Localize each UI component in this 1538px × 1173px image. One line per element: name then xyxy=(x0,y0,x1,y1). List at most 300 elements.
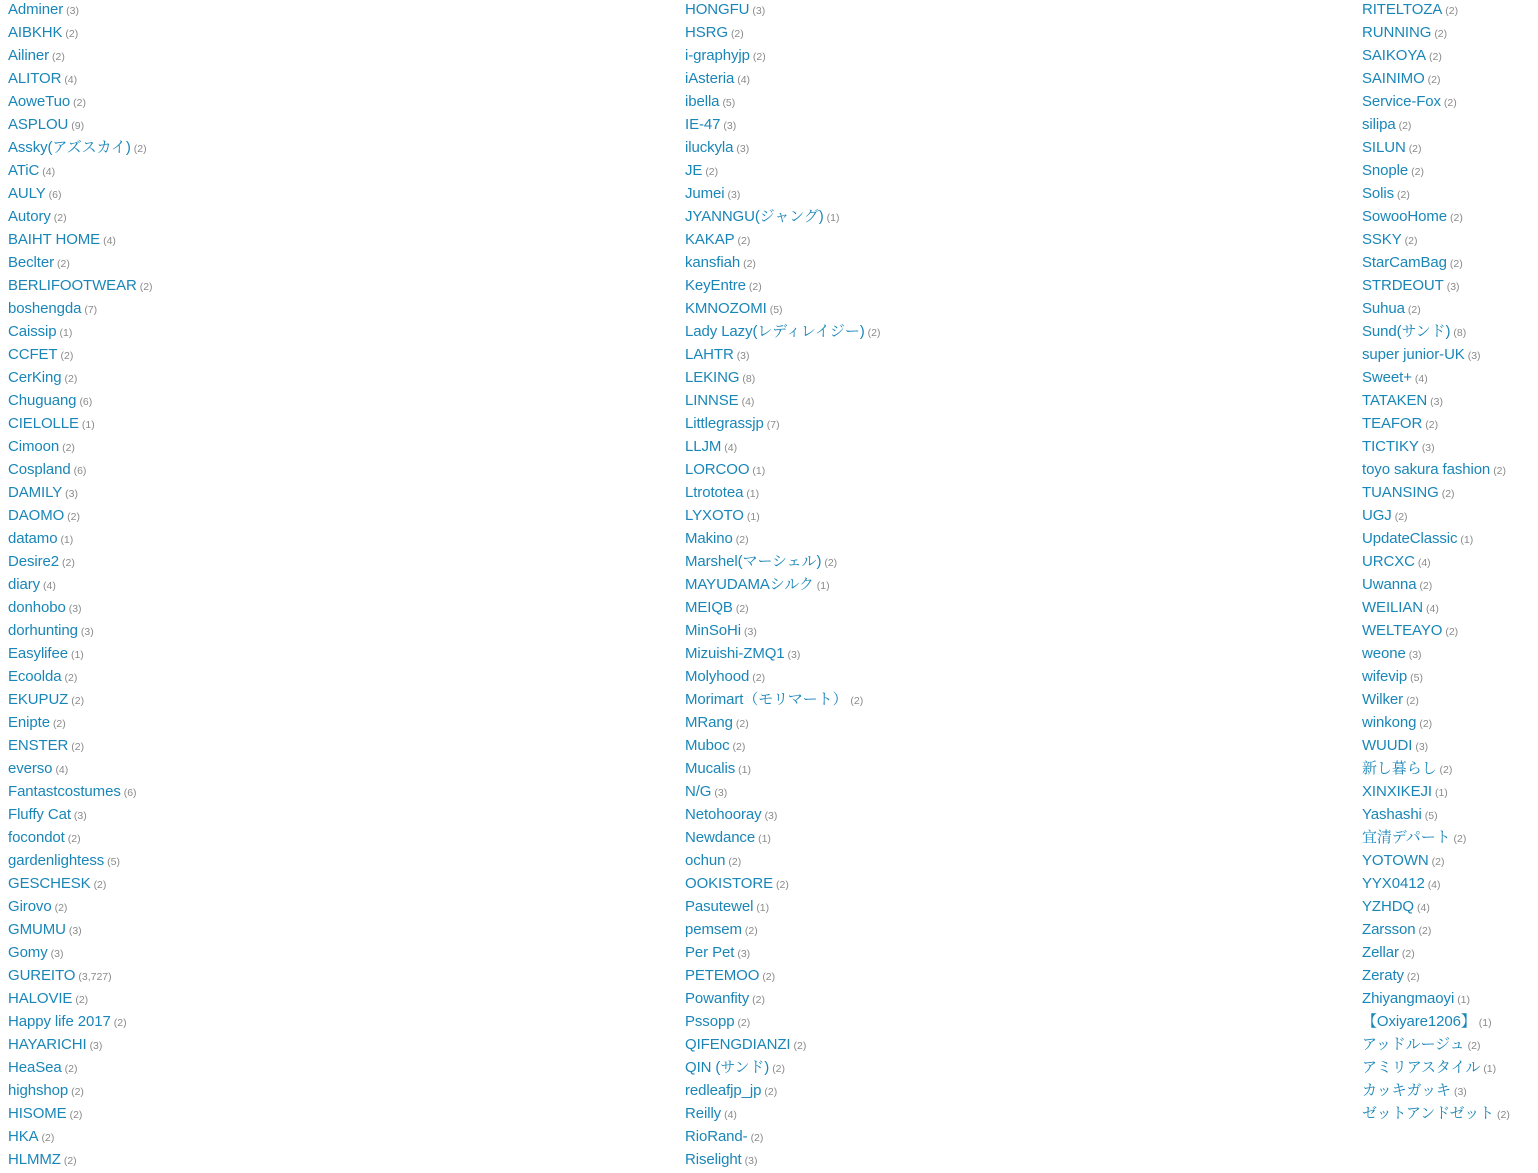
brand-link[interactable]: Reilly xyxy=(685,1105,722,1122)
brand-count: (2) xyxy=(867,327,881,339)
brand-link[interactable]: GUREITO xyxy=(8,967,76,984)
brand-list-item xyxy=(685,573,1345,596)
brand-link[interactable]: diary xyxy=(8,576,41,593)
brand-list-item xyxy=(685,343,1345,366)
brand-link[interactable]: DAOMO xyxy=(8,507,65,524)
brand-list-item xyxy=(685,0,1345,21)
brand-link[interactable]: LEKING xyxy=(685,369,740,386)
brand-count: (1) xyxy=(826,212,840,224)
brand-link[interactable]: boshengda xyxy=(8,300,82,317)
brand-list-item xyxy=(1362,136,1538,159)
brand-link[interactable]: kansfiah xyxy=(685,254,741,271)
brand-count: (2) xyxy=(53,212,67,224)
brand-count: (6) xyxy=(123,787,137,799)
brand-count: (4) xyxy=(1427,879,1441,891)
brand-link[interactable]: wifevip xyxy=(1362,668,1408,685)
brand-list-item xyxy=(1362,918,1538,941)
brand-link[interactable]: QIN (サンド) xyxy=(685,1059,770,1076)
brand-list-item xyxy=(8,642,668,665)
brand-link[interactable]: TICTIKY xyxy=(1362,438,1419,455)
brand-link[interactable]: SAIKOYA xyxy=(1362,47,1427,64)
brand-link[interactable]: highshop xyxy=(8,1082,69,1099)
brand-count: (2) xyxy=(1418,925,1432,937)
brand-link[interactable]: HAYARICHI xyxy=(8,1036,87,1053)
brand-link[interactable]: donhobo xyxy=(8,599,66,616)
brand-link[interactable]: カッキガッキ xyxy=(1362,1082,1451,1099)
brand-count: (2) xyxy=(75,994,89,1006)
brand-list-item xyxy=(685,412,1345,435)
brand-list-item xyxy=(1362,389,1538,412)
brand-list-item xyxy=(1362,849,1538,872)
brand-count: (2) xyxy=(776,879,789,891)
brand-link[interactable]: Fantastcostumes xyxy=(8,783,121,800)
brand-list-item xyxy=(1362,228,1538,251)
brand-link[interactable]: StarCamBag xyxy=(1362,254,1447,271)
brand-link[interactable]: YOTOWN xyxy=(1362,852,1429,869)
brand-count: (2) xyxy=(1441,488,1455,500)
brand-list-item xyxy=(8,1102,668,1125)
brand-count: (3) xyxy=(736,350,750,362)
brand-link[interactable]: MinSoHi xyxy=(685,622,741,639)
brand-link[interactable]: Cospland xyxy=(8,461,71,478)
brand-link[interactable]: XINXIKEJI xyxy=(1362,783,1432,800)
brand-count: (2) xyxy=(737,235,751,247)
brand-link[interactable]: EKUPUZ xyxy=(8,691,69,708)
brand-list-item xyxy=(685,90,1345,113)
brand-count: (2) xyxy=(64,373,78,385)
brand-link[interactable]: Powanfity xyxy=(685,990,750,1007)
brand-link[interactable]: AULY xyxy=(8,185,46,202)
brand-count: (2) xyxy=(1407,304,1421,316)
brand-link[interactable]: Marshel(マーシェル) xyxy=(685,553,822,570)
brand-link[interactable]: HALOVIE xyxy=(8,990,73,1007)
brand-count: (2) xyxy=(1398,120,1412,132)
brand-count: (1) xyxy=(59,327,73,339)
brand-link[interactable]: Solis xyxy=(1362,185,1395,202)
brand-count: (2) xyxy=(1406,971,1420,983)
brand-link[interactable]: Sund(サンド) xyxy=(1362,323,1451,340)
brand-list-item xyxy=(1362,251,1538,274)
brand-count: (2) xyxy=(1431,856,1445,868)
brand-list-item xyxy=(1362,1010,1538,1033)
brand-link[interactable]: ALITOR xyxy=(8,70,62,87)
brand-link[interactable]: Uwanna xyxy=(1362,576,1417,593)
brand-list-item xyxy=(8,182,668,205)
brand-list-item xyxy=(685,366,1345,389)
brand-list-item xyxy=(685,21,1345,44)
brand-link[interactable]: OOKISTORE xyxy=(685,875,774,892)
brand-link[interactable]: Zeraty xyxy=(1362,967,1404,984)
brand-link[interactable]: IE-47 xyxy=(685,116,721,133)
brand-link[interactable]: CIELOLLE xyxy=(8,415,79,432)
brand-link[interactable]: GESCHESK xyxy=(8,875,91,892)
brand-count: (5) xyxy=(722,97,736,109)
brand-link[interactable]: Ailiner xyxy=(8,47,49,64)
brand-link[interactable]: HeaSea xyxy=(8,1059,62,1076)
brand-list-item xyxy=(1362,90,1538,113)
brand-list-item xyxy=(8,504,668,527)
brand-link[interactable]: Pssopp xyxy=(685,1013,735,1030)
brand-link[interactable]: ibella xyxy=(685,93,720,110)
brand-list-item xyxy=(1362,458,1538,481)
brand-list-item xyxy=(8,159,668,182)
brand-count: (2) xyxy=(60,350,74,362)
brand-link[interactable]: アミリアスタイル xyxy=(1362,1059,1481,1076)
brand-link[interactable]: Pasutewel xyxy=(685,898,754,915)
brand-link[interactable]: WELTEAYO xyxy=(1362,622,1443,639)
brand-count: (6) xyxy=(79,396,93,408)
brand-link[interactable]: Service-Fox xyxy=(1362,93,1441,110)
brand-list-item xyxy=(8,1010,668,1033)
brand-list-item xyxy=(1362,780,1538,803)
brand-link[interactable]: N/G xyxy=(685,783,712,800)
brand-link[interactable]: Beclter xyxy=(8,254,54,271)
brand-count: (3) xyxy=(1446,281,1460,293)
brand-link[interactable]: LYXOTO xyxy=(685,507,744,524)
brand-link[interactable]: RITELTOZA xyxy=(1362,1,1443,18)
brand-link[interactable]: HONGFU xyxy=(685,1,750,18)
brand-count: (1) xyxy=(758,833,771,845)
brand-list-item xyxy=(685,826,1345,849)
brand-list-item xyxy=(1362,159,1538,182)
brand-count: (2) xyxy=(69,1109,83,1121)
brand-link[interactable]: HISOME xyxy=(8,1105,67,1122)
brand-list-item xyxy=(1362,67,1538,90)
brand-list-item xyxy=(8,458,668,481)
brand-link[interactable]: redleafjp_jp xyxy=(685,1082,762,1099)
brand-count: (8) xyxy=(1453,327,1467,339)
brand-link[interactable]: HKA xyxy=(8,1128,39,1145)
brand-count: (3) xyxy=(787,649,801,661)
brand-link[interactable]: WEILIAN xyxy=(1362,599,1423,616)
brand-list-item xyxy=(685,435,1345,458)
brand-link[interactable]: JYANNGU(ジャング) xyxy=(685,208,824,225)
brand-link[interactable]: Zellar xyxy=(1362,944,1399,961)
brand-link[interactable]: Happy life 2017 xyxy=(8,1013,111,1030)
brand-list-item xyxy=(685,642,1345,665)
brand-link[interactable]: TATAKEN xyxy=(1362,392,1428,409)
brand-link[interactable]: BERLIFOOTWEAR xyxy=(8,277,137,294)
brand-count: (2) xyxy=(73,97,86,109)
brand-count: (1) xyxy=(60,534,74,546)
brand-column-2 xyxy=(685,0,1345,1171)
brand-link[interactable]: Yashashi xyxy=(1362,806,1422,823)
brand-link[interactable]: Ltrototea xyxy=(685,484,744,501)
brand-list-item xyxy=(685,918,1345,941)
brand-link[interactable]: HLMMZ xyxy=(8,1151,61,1168)
brand-link[interactable]: JE xyxy=(685,162,703,179)
brand-list-item xyxy=(8,665,668,688)
brand-list-item xyxy=(685,757,1345,780)
brand-link[interactable]: super junior-UK xyxy=(1362,346,1465,363)
brand-list-item xyxy=(8,21,668,44)
brand-list-item xyxy=(8,918,668,941)
brand-link[interactable]: CerKing xyxy=(8,369,62,386)
brand-link[interactable]: i-graphyjp xyxy=(685,47,750,64)
brand-link[interactable]: YZHDQ xyxy=(1362,898,1415,915)
brand-link[interactable]: Netohooray xyxy=(685,806,762,823)
brand-list-item xyxy=(8,1056,668,1079)
brand-count: (1) xyxy=(1460,534,1474,546)
brand-list-item xyxy=(1362,1102,1538,1125)
brand-link[interactable]: SowooHome xyxy=(1362,208,1447,225)
brand-count: (3) xyxy=(714,787,728,799)
brand-link[interactable]: Fluffy Cat xyxy=(8,806,71,823)
brand-list-item xyxy=(685,1056,1345,1079)
brand-link[interactable]: TUANSING xyxy=(1362,484,1439,501)
brand-link[interactable]: weone xyxy=(1362,645,1406,662)
brand-link[interactable]: BAIHT HOME xyxy=(8,231,101,248)
brand-link[interactable]: STRDEOUT xyxy=(1362,277,1444,294)
brand-link[interactable]: pemsem xyxy=(685,921,742,938)
brand-link[interactable]: Wilker xyxy=(1362,691,1404,708)
brand-link[interactable]: AoweTuo xyxy=(8,93,71,110)
brand-list-item xyxy=(685,550,1345,573)
brand-count: (3) xyxy=(1430,396,1443,408)
brand-list-item xyxy=(1362,274,1538,297)
brand-list-item xyxy=(1362,734,1538,757)
brand-list-item xyxy=(8,205,668,228)
brand-link[interactable]: Caissip xyxy=(8,323,57,340)
brand-list-item xyxy=(8,780,668,803)
brand-link[interactable]: DAMILY xyxy=(8,484,63,501)
brand-list-item xyxy=(8,619,668,642)
brand-link[interactable]: datamo xyxy=(8,530,58,547)
brand-link[interactable]: winkong xyxy=(1362,714,1417,731)
brand-link[interactable]: silipa xyxy=(1362,116,1396,133)
brand-count: (4) xyxy=(1414,373,1428,385)
brand-count: (2) xyxy=(1419,718,1433,730)
brand-link[interactable]: SSKY xyxy=(1362,231,1402,248)
brand-list-item xyxy=(8,895,668,918)
brand-link[interactable]: iAsteria xyxy=(685,70,735,87)
brand-list-item xyxy=(685,619,1345,642)
brand-link[interactable]: LINNSE xyxy=(685,392,739,409)
brand-list-item xyxy=(1362,481,1538,504)
brand-link[interactable]: Per Pet xyxy=(685,944,735,961)
brand-count: (2) xyxy=(67,511,81,523)
brand-link[interactable]: UGJ xyxy=(1362,507,1392,524)
brand-link[interactable]: WUUDI xyxy=(1362,737,1413,754)
brand-count: (2) xyxy=(735,718,749,730)
brand-list-item xyxy=(1362,113,1538,136)
brand-count: (2) xyxy=(824,557,838,569)
brand-link[interactable]: Molyhood xyxy=(685,668,750,685)
brand-list-item xyxy=(1362,573,1538,596)
brand-count: (2) xyxy=(52,718,66,730)
brand-link[interactable]: Girovo xyxy=(8,898,52,915)
brand-link[interactable]: LORCOO xyxy=(685,461,750,478)
brand-link[interactable]: YYX0412 xyxy=(1362,875,1425,892)
brand-link[interactable]: gardenlightess xyxy=(8,852,105,869)
brand-link[interactable]: Lady Lazy(レディレイジー) xyxy=(685,323,865,340)
brand-link[interactable]: Zarsson xyxy=(1362,921,1416,938)
brand-count: (9) xyxy=(71,120,85,132)
brand-link[interactable]: LAHTR xyxy=(685,346,734,363)
brand-link[interactable]: URCXC xyxy=(1362,553,1415,570)
brand-link[interactable]: Mizuishi-ZMQ1 xyxy=(685,645,785,662)
brand-link[interactable]: toyo sakura fashion xyxy=(1362,461,1491,478)
brand-count: (3) xyxy=(1467,350,1481,362)
brand-count: (2) xyxy=(71,741,85,753)
brand-list-item xyxy=(685,159,1345,182)
brand-link[interactable]: Littlegrassjp xyxy=(685,415,764,432)
brand-link[interactable]: Assky(アズスカイ) xyxy=(8,139,131,156)
brand-count: (2) xyxy=(71,1086,84,1098)
brand-list-item xyxy=(685,228,1345,251)
brand-count: (1) xyxy=(752,465,766,477)
brand-link[interactable]: KMNOZOMI xyxy=(685,300,767,317)
brand-list-item xyxy=(685,504,1345,527)
brand-link[interactable]: Jumei xyxy=(685,185,725,202)
brand-link[interactable]: Easylifee xyxy=(8,645,68,662)
brand-count: (2) xyxy=(64,672,78,684)
brand-count: (2) xyxy=(752,994,765,1006)
brand-count: (3) xyxy=(1453,1086,1467,1098)
brand-link[interactable]: Chuguang xyxy=(8,392,77,409)
brand-count: (1) xyxy=(756,902,770,914)
brand-list-item xyxy=(1362,826,1538,849)
brand-count: (4) xyxy=(1417,557,1431,569)
brand-link[interactable]: ENSTER xyxy=(8,737,69,754)
brand-column-1 xyxy=(8,0,668,1171)
brand-link[interactable]: Riselight xyxy=(685,1151,742,1168)
brand-link[interactable]: iluckyla xyxy=(685,139,734,156)
brand-link[interactable]: 宜清デパート xyxy=(1362,829,1451,846)
brand-count: (7) xyxy=(766,419,780,431)
brand-count: (3) xyxy=(727,189,741,201)
brand-link[interactable]: Sweet+ xyxy=(1362,369,1412,386)
brand-count: (3) xyxy=(1421,442,1435,454)
brand-list-item xyxy=(1362,619,1538,642)
brand-list-item xyxy=(1362,872,1538,895)
brand-list-item xyxy=(685,895,1345,918)
brand-count: (2) xyxy=(1453,833,1467,845)
brand-list-item xyxy=(1362,596,1538,619)
brand-link[interactable]: Desire2 xyxy=(8,553,59,570)
brand-link[interactable]: MAYUDAMAシルク xyxy=(685,576,814,593)
brand-count: (4) xyxy=(42,166,56,178)
brand-link[interactable]: Mucalis xyxy=(685,760,736,777)
brand-list-item xyxy=(8,941,668,964)
brand-link[interactable]: SAINIMO xyxy=(1362,70,1425,87)
brand-list-item xyxy=(1362,550,1538,573)
brand-link[interactable]: QIFENGDIANZI xyxy=(685,1036,791,1053)
brand-link[interactable]: RUNNING xyxy=(1362,24,1432,41)
brand-link[interactable]: everso xyxy=(8,760,53,777)
brand-count: (2) xyxy=(748,281,762,293)
brand-count: (2) xyxy=(1411,166,1424,178)
brand-list-item xyxy=(8,757,668,780)
brand-link[interactable]: PETEMOO xyxy=(685,967,760,984)
brand-link[interactable]: Makino xyxy=(685,530,733,547)
brand-link[interactable]: TEAFOR xyxy=(1362,415,1423,432)
brand-link[interactable]: Adminer xyxy=(8,1,64,18)
brand-link[interactable]: CCFET xyxy=(8,346,58,363)
brand-count: (2) xyxy=(51,51,65,63)
brand-link[interactable]: GMUMU xyxy=(8,921,66,938)
brand-link[interactable]: 【Oxiyare1206】 xyxy=(1362,1013,1476,1030)
brand-link[interactable]: KAKAP xyxy=(685,231,735,248)
brand-link[interactable]: ASPLOU xyxy=(8,116,69,133)
brand-link[interactable]: Gomy xyxy=(8,944,48,961)
brand-list-item xyxy=(8,0,668,21)
brand-link[interactable]: KeyEntre xyxy=(685,277,746,294)
brand-count: (2) xyxy=(57,258,70,270)
brand-link[interactable]: RioRand- xyxy=(685,1128,748,1145)
brand-count: (2) xyxy=(1429,51,1442,63)
brand-link[interactable]: Zhiyangmaoyi xyxy=(1362,990,1455,1007)
brand-list-item xyxy=(8,1125,668,1148)
brand-list-item xyxy=(8,435,668,458)
brand-count: (5) xyxy=(769,304,783,316)
brand-list-item xyxy=(1362,987,1538,1010)
brand-link[interactable]: 新し暮らし xyxy=(1362,760,1437,777)
brand-link[interactable]: MEIQB xyxy=(685,599,733,616)
brand-link[interactable]: UpdateClassic xyxy=(1362,530,1458,547)
brand-link[interactable]: focondot xyxy=(8,829,65,846)
brand-list-item xyxy=(685,320,1345,343)
brand-link[interactable]: Suhua xyxy=(1362,300,1405,317)
brand-link[interactable]: LLJM xyxy=(685,438,722,455)
brand-list-item xyxy=(685,734,1345,757)
brand-link[interactable]: AIBKHK xyxy=(8,24,63,41)
brand-count: (3) xyxy=(65,488,78,500)
brand-count: (2) xyxy=(728,856,742,868)
brand-link[interactable]: Enipte xyxy=(8,714,50,731)
brand-link[interactable]: アッドルージュ xyxy=(1362,1036,1465,1053)
brand-count: (2) xyxy=(67,833,81,845)
brand-list-item xyxy=(8,366,668,389)
brand-count: (1) xyxy=(70,649,84,661)
brand-count: (2) xyxy=(1404,235,1418,247)
brand-link[interactable]: HSRG xyxy=(685,24,728,41)
brand-count: (2) xyxy=(1443,97,1457,109)
brand-count: (2) xyxy=(113,1017,127,1029)
brand-list-item xyxy=(685,274,1345,297)
brand-link[interactable]: ゼットアンドゼット xyxy=(1362,1105,1495,1122)
brand-link[interactable]: Autory xyxy=(8,208,51,225)
brand-list-item xyxy=(1362,1079,1538,1102)
brand-count: (2) xyxy=(737,1017,751,1029)
brand-count: (2) xyxy=(64,1063,78,1075)
brand-link[interactable]: Ecoolda xyxy=(8,668,62,685)
brand-link[interactable]: Morimart（モリマート） xyxy=(685,691,848,708)
brand-count: (1) xyxy=(1483,1063,1497,1075)
brand-list-item xyxy=(685,136,1345,159)
brand-list-item xyxy=(8,481,668,504)
brand-link[interactable]: Muboc xyxy=(685,737,730,754)
brand-count: (4) xyxy=(737,74,751,86)
brand-link[interactable]: dorhunting xyxy=(8,622,78,639)
brand-count: (1) xyxy=(816,580,830,592)
brand-list-item xyxy=(1362,665,1538,688)
brand-count: (5) xyxy=(1410,672,1423,684)
brand-link[interactable]: Newdance xyxy=(685,829,756,846)
brand-list-item xyxy=(8,320,668,343)
brand-count: (1) xyxy=(1478,1017,1492,1029)
brand-link[interactable]: MRang xyxy=(685,714,733,731)
brand-count: (4) xyxy=(724,1109,737,1121)
brand-count: (4) xyxy=(103,235,116,247)
brand-link[interactable]: ochun xyxy=(685,852,726,869)
brand-link[interactable]: Cimoon xyxy=(8,438,60,455)
brand-list-item xyxy=(8,136,668,159)
brand-link[interactable]: SILUN xyxy=(1362,139,1406,156)
brand-list-item xyxy=(1362,757,1538,780)
brand-link[interactable]: ATiC xyxy=(8,162,40,179)
brand-link[interactable]: Snople xyxy=(1362,162,1409,179)
